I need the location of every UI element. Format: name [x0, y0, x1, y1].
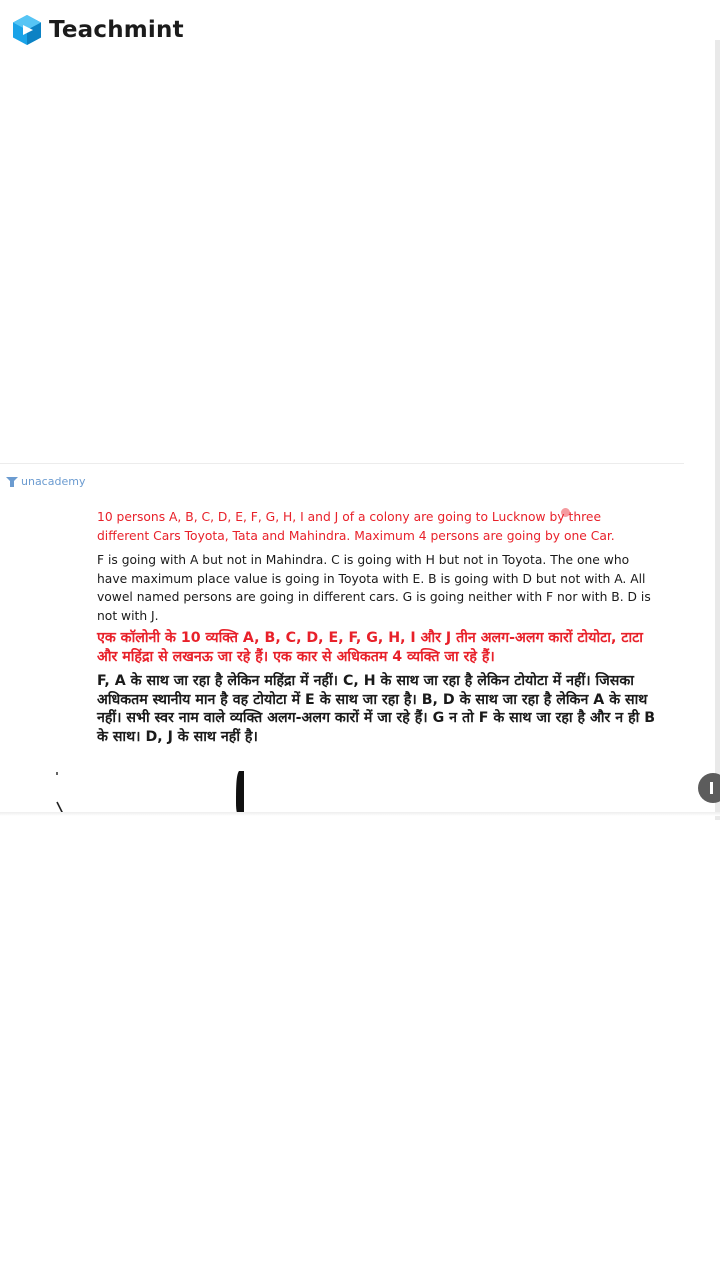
- scroll-edge: [715, 40, 720, 820]
- question-content: [97, 508, 657, 746]
- watermark-text: unacademy: [21, 475, 86, 488]
- annotation-stroke: [55, 766, 65, 816]
- question-hindi-conditions: F, A के साथ जा रहा है लेकिन महिंद्रा में नहीं। C, H के साथ जा रहा है लेकिन टोयोटा में नहीं। जिसका अधिकतम स्थानीय मान है वह टोयोटा में E के साथ जा रहा है। B, D के साथ जा रहा है लेकिन A के साथ नहीं। सभी स्वर नाम वाले व्यक्ति अलग-अलग कारों में जा रहे हैं। G न तो F के साथ जा रहा है और न ही B के साथ। D, J के साथ नहीं है।: [97, 673, 656, 745]
- teachmint-logo-icon: [12, 14, 42, 46]
- lecture-slide: [0, 463, 684, 817]
- unacademy-logo-icon: [5, 476, 19, 488]
- question-english-conditions: F is going with A but not in Mahindra. C is going with H but not in Toyota. The one who have maximum place value is going in Toyota with E. B is going with D but not with A. All vowel named persons are going in different cars. G is going neither with F nor with B. D is not with J.: [97, 553, 651, 623]
- question-hindi-intro: एक कॉलोनी के 10 व्यक्ति A, B, C, D, E, F, G, H, I और J तीन अलग-अलग कारों टोयोटा, टाटा और महिंद्रा से लखनऊ जा रहे हैं। एक कार से अधिकतम 4 व्यक्ति जा रहे हैं।: [97, 630, 643, 665]
- app-header: [12, 12, 184, 48]
- annotation-pen-mark: [235, 769, 245, 817]
- question-english-intro: 10 persons A, B, C, D, E, F, G, H, I and J of a colony are going to Lucknow by three different Cars Toyota, Tata and Mahindra. Maximum 4 persons are going by one Car.: [97, 510, 615, 543]
- handle-bar: [710, 782, 713, 794]
- slide-bottom-edge: [0, 812, 720, 816]
- side-panel-handle-icon[interactable]: [698, 773, 720, 803]
- brand-name: Teachmint: [49, 17, 184, 43]
- slide-watermark: [5, 475, 85, 488]
